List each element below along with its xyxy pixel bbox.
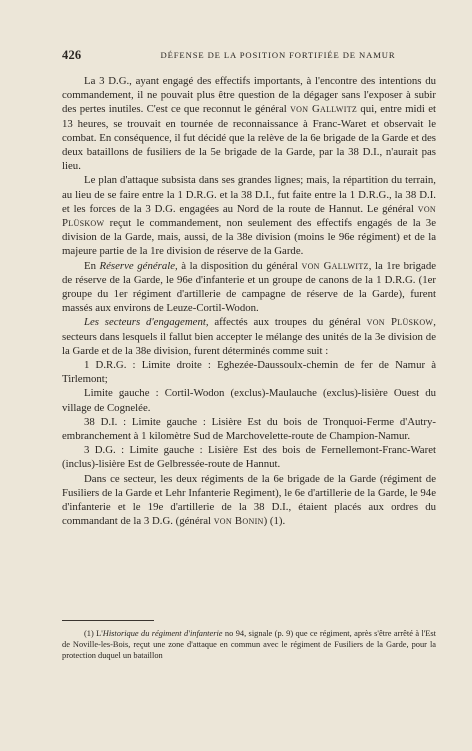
page-header xyxy=(62,48,436,62)
page-number: 426 xyxy=(62,48,82,62)
sector-item: 3 D.G. : Limite gauche : Lisière Est des bois de Fernellemont-Franc-Waret (inclus)-lisière Est de Gelbressée-route de Hannut. xyxy=(62,444,436,471)
text-run: La 3 D.G., ayant engagé des effectifs importants, à l'encontre des intentions du commandement, il ne pouvait plus être question de la dégager sans l'exposer à subir des pertes inutiles. C'est ce que reconnut le général xyxy=(62,75,436,116)
text-run: qui, entre midi et 13 heures, se trouvait en tournée de reconnaissance à Franc-Waret et observait le combat. En conséquence, il fut décidé que la relève de la 6e brigade de la Garde et des deux bataillons de fusiliers de la 5e brigade de la Garde, par la 38 D.I., n'aurait pas lieu. xyxy=(62,103,436,173)
footnote-divider xyxy=(62,620,154,621)
sector-item: 1 D.R.G. : Limite droite : Eghezée-Daussoulx-chemin de fer de Namur à Tirlemont; xyxy=(62,359,436,386)
paragraph-closing xyxy=(62,472,436,529)
footnote xyxy=(62,628,436,661)
running-title: DÉFENSE DE LA POSITION FORTIFIÉE DE NAMUR xyxy=(160,50,396,60)
person-name: von Gallwitz xyxy=(301,259,369,272)
text-run: reçut le commandement, non seulement des effectifs engagés de la 3e division de la Garde, mais, aussi, de la 38e division (moins le 96e régiment) et de la majeure partie de la 1re division de réserve de la Garde. xyxy=(62,217,436,258)
sector-item: Limite gauche : Cortil-Wodon (exclus)-Maulauche (exclus)-lisière Ouest du village de Cognelée. xyxy=(62,387,436,414)
footnote-text xyxy=(62,628,436,661)
text-run: Le plan d'attaque subsista dans ses grandes lignes; mais, la répartition du terrain, au lieu de se faire entre la 1 D.R.G. et la 38 D.I., fut faite entre la 1 D.R.G., la 38 D.I. et les forces de la 3 D.G. engagées au Nord de la route de Hannut. Le général xyxy=(62,174,436,215)
text-run: à la disposition du général xyxy=(177,259,302,272)
person-name: von Plüskow xyxy=(62,202,436,230)
paragraph-4 xyxy=(62,315,436,358)
text-run: Dans ce secteur, les deux régiments de la 6e brigade de la Garde (régiment de Fusiliers de la Garde et Lehr Infanterie Regiment), le 6e d'artillerie de la Garde, le 94e d'infanterie et le 19e d'artillerie de la 38 D.I., étaient placés aux ordres du commandant de la 3 D.G. (général xyxy=(62,472,436,528)
paragraph-3 xyxy=(62,259,436,316)
text-run: , la 1re brigade de réserve de la Garde, le 96e d'infanterie et un groupe de canons de la 1 D.R.G. (1er groupe du 1er régiment d'artillerie de campagne de réserve de la Garde), furent massés aux environs de Leuze-Cortil-Wodon. xyxy=(62,259,437,315)
text-run: , secteurs dans lesquels il fallut bien accepter le mélange des unités de la 3e division de la Garde et de la 38e division, furent déterminés comme suit : xyxy=(62,316,436,357)
text-run: (1) L' xyxy=(84,629,103,638)
italic-title: Historique du régiment d'infanterie xyxy=(102,629,223,638)
body-text xyxy=(62,74,436,529)
person-name: von Bonin xyxy=(213,515,264,528)
text-run: affectés aux troupes du général xyxy=(208,316,367,329)
text-run: ) (1). xyxy=(263,515,286,528)
sector-item: 38 D.I. : Limite gauche : Lisière Est du bois de Tronquoi-Ferme d'Autry-embranchement à 1 kilomètre Sud de Marchovelette-route de Champion-Namur. xyxy=(62,415,436,443)
italic-term: Réserve générale, xyxy=(99,259,178,272)
paragraph-1 xyxy=(62,74,436,173)
paragraph-2 xyxy=(62,173,436,258)
person-name: von Plüskow xyxy=(366,316,434,329)
person-name: von Gallwitz xyxy=(290,103,358,116)
text-run: no 94, signale (p. 9) que ce régiment, après s'être arrêté à l'Est de Noville-les-Bois, reçut une zone d'attaque en commun avec le régiment de Fusiliers de la Garde, pour la protection duquel un bataillon xyxy=(62,629,437,660)
text-run: En xyxy=(84,259,100,272)
italic-term: Les secteurs d'engagement, xyxy=(84,316,209,329)
